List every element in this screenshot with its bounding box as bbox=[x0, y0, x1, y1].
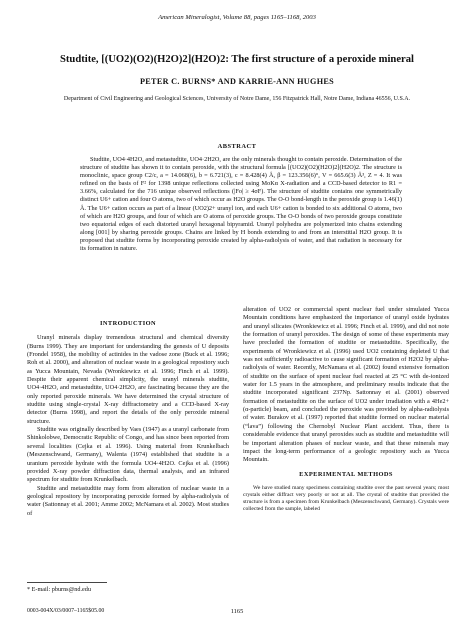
footnote-rule bbox=[27, 582, 107, 583]
intro-paragraph-3: Studtite and metastudtite may form from alteration of nuclear waste in a geological repository by incorporating peroxide formed by alpha-radiolysis of water (Sattonnay et al. 2001; Amme 2002; McNamara et al. 2002). Most studies of bbox=[27, 484, 229, 517]
right-paragraph-1: alteration of UO2 or commercial spent nuclear fuel under simulated Yucca Mountain conditions have emphasized the importance of uranyl oxide hydrates and uranyl silicates (Wronkiewicz et al. 1996; Finch et al. 1999), and did not note the formation of uranyl peroxides. The design of some of these experiments may have precluded the formation of studtite or metastudtite. Specifically, the experiments of Wronkiewicz et al. (1996) used UO2 containing depleted U that was not sufficiently radioactive to cause significant formation of H2O2 by alpha-radiolysis of water. Recently, McNamara et al. (2002) found extensive formation of studtite on the surface of spent nuclear fuel reacted at 25 °C with de-ionized water for 1.5 years in the atmosphere, and preliminary results indicate that the studtite incorporated significant 237Np. Sattonnay et al. (2001) observed formation of metastudtite on the surface of UO2 under irradiation with a 4He2+ (α-particle) beam, and concluded the peroxide was provided by alpha-radiolysis of water. Burakov et al. (1997) reported that studtite formed on nuclear material (“lava”) following the Chernobyl Nuclear Plant accident. Thus, there is considerable evidence that uranyl peroxides such as studtite and metastudtite will be important alteration phases of nuclear waste, and that these minerals may impact the long-term performance of a geologic repository such as Yucca Mountain. bbox=[243, 306, 449, 464]
affiliation: Department of Civil Engineering and Geological Sciences, University of Notre Dame, 156 Fitzpatrick Hall, Notre Dame, Indiana 46556, U.S.A. bbox=[63, 96, 411, 102]
authors: PETER C. BURNS* AND KARRIE-ANN HUGHES bbox=[140, 77, 334, 86]
abstract-heading: ABSTRACT bbox=[217, 143, 257, 150]
intro-paragraph-1: Uranyl minerals display tremendous structural and chemical diversity (Burns 1999). They are important for understanding the genesis of U deposits (Frondel 1958), the mobility of actinides in the vadose zone (Buck et al. 1996; Roh et al. 2000), and alteration of nuclear waste in a geological repository such as Yucca Mountain, Nevada (Wronkiewicz et al. 1996; Finch et al. 1999). Despite their apparent chemical simplicity, the uranyl minerals studtite, UO4·4H2O, and metastudtite, UO4·2H2O, are fascinating because they are the only reported peroxide minerals. We have determined the crystal structure of studtite using single-crystal X-ray diffractometry and a CCD-based X-ray detector (Burns 1998), and report the details of the only peroxide mineral structure. bbox=[27, 334, 229, 425]
left-column bbox=[27, 318, 229, 518]
introduction-heading: INTRODUCTION bbox=[100, 320, 156, 327]
article-title: Studtite, [(UO2)(O2)(H2O)2](H2O)2: The first structure of a peroxide mineral bbox=[60, 54, 414, 65]
footnote-email: * E-mail: pburns@nd.edu bbox=[27, 586, 91, 593]
methods-paragraph-1: We have studied many specimens containing studtite over the past several years; most crystals either diffract very poorly or not at all. The crystal of studtite that provided the structure is from a specimen from Krunkelbach (Meszenschwand, Germany). Crystals were collected from the sample, labeled bbox=[243, 484, 449, 512]
page-number: 1165 bbox=[230, 608, 244, 615]
copyright-line: 0003-004X/03/0007–1165$05.00 bbox=[27, 608, 105, 614]
intro-paragraph-2: Studtite was originally described by Vaes (1947) as a uranyl carbonate from Shinkolobwe, Democratic Republic of Congo, and has since been reported from several localities (Cejka et al. 1996). Using material from Krunkelbach (Meszenschwand, Germany), Walenta (1974) established that studtite is a uranium peroxide hydrate with the formula UO4·4H2O. Cejka et al. (1996) provided X-ray powder diffraction data, thermal analysis, and an infrared spectrum for studtite from Krunkelbach. bbox=[27, 426, 229, 484]
right-column bbox=[243, 306, 449, 513]
journal-header: American Mineralogist, Volume 88, pages 1165–1168, 2003 bbox=[158, 14, 316, 21]
abstract-text: Studtite, UO4·4H2O, and metastudtite, UO4·2H2O, are the only minerals thought to contain peroxide. Determination of the structure of studtite has shown it to contain peroxide, with the structural formula [(UO2)(O2)(H2O)2](H2O)2. The structure is monoclinic, space group C2/c, a = 14.068(6), b = 6.721(3), c = 8.428(4) Å, β = 123.356(6)°, V = 665.6(3) Å³, Z = 4. It was refined on the basis of F² for 1398 unique reflections collected using MoKα X-radiation and a CCD-based detector to R1 = 3.66%, calculated for the 716 unique observed reflections (|Fo| ≥ 4σF). The structure of studtite contains one symmetrically distinct U6+ cation and four O atoms, two of which occur as H2O groups. The O-O bond-length in the peroxide group is 1.46(1) Å. The U6+ cation occurs as part of a linear (UO2)2+ uranyl ion, and each U6+ cation is bonded to six additional O atoms, two of which are H2O groups, and four of which are O atoms of peroxide groups. The O-O bonds of two peroxide groups constitute two equatorial edges of each distorted uranyl hexagonal bipyramid. Uranyl polyhedra are polymerized into chains extending along [001] by sharing peroxide groups. Chains are linked by H bonds extending to and from an interstitial H2O group. It is proposed that studtite forms by incorporating peroxide created by alpha-radiolysis of water, and that radiation is necessary for its formation in nature. bbox=[80, 156, 402, 253]
methods-heading: EXPERIMENTAL METHODS bbox=[299, 470, 393, 478]
methods-text bbox=[243, 485, 449, 513]
